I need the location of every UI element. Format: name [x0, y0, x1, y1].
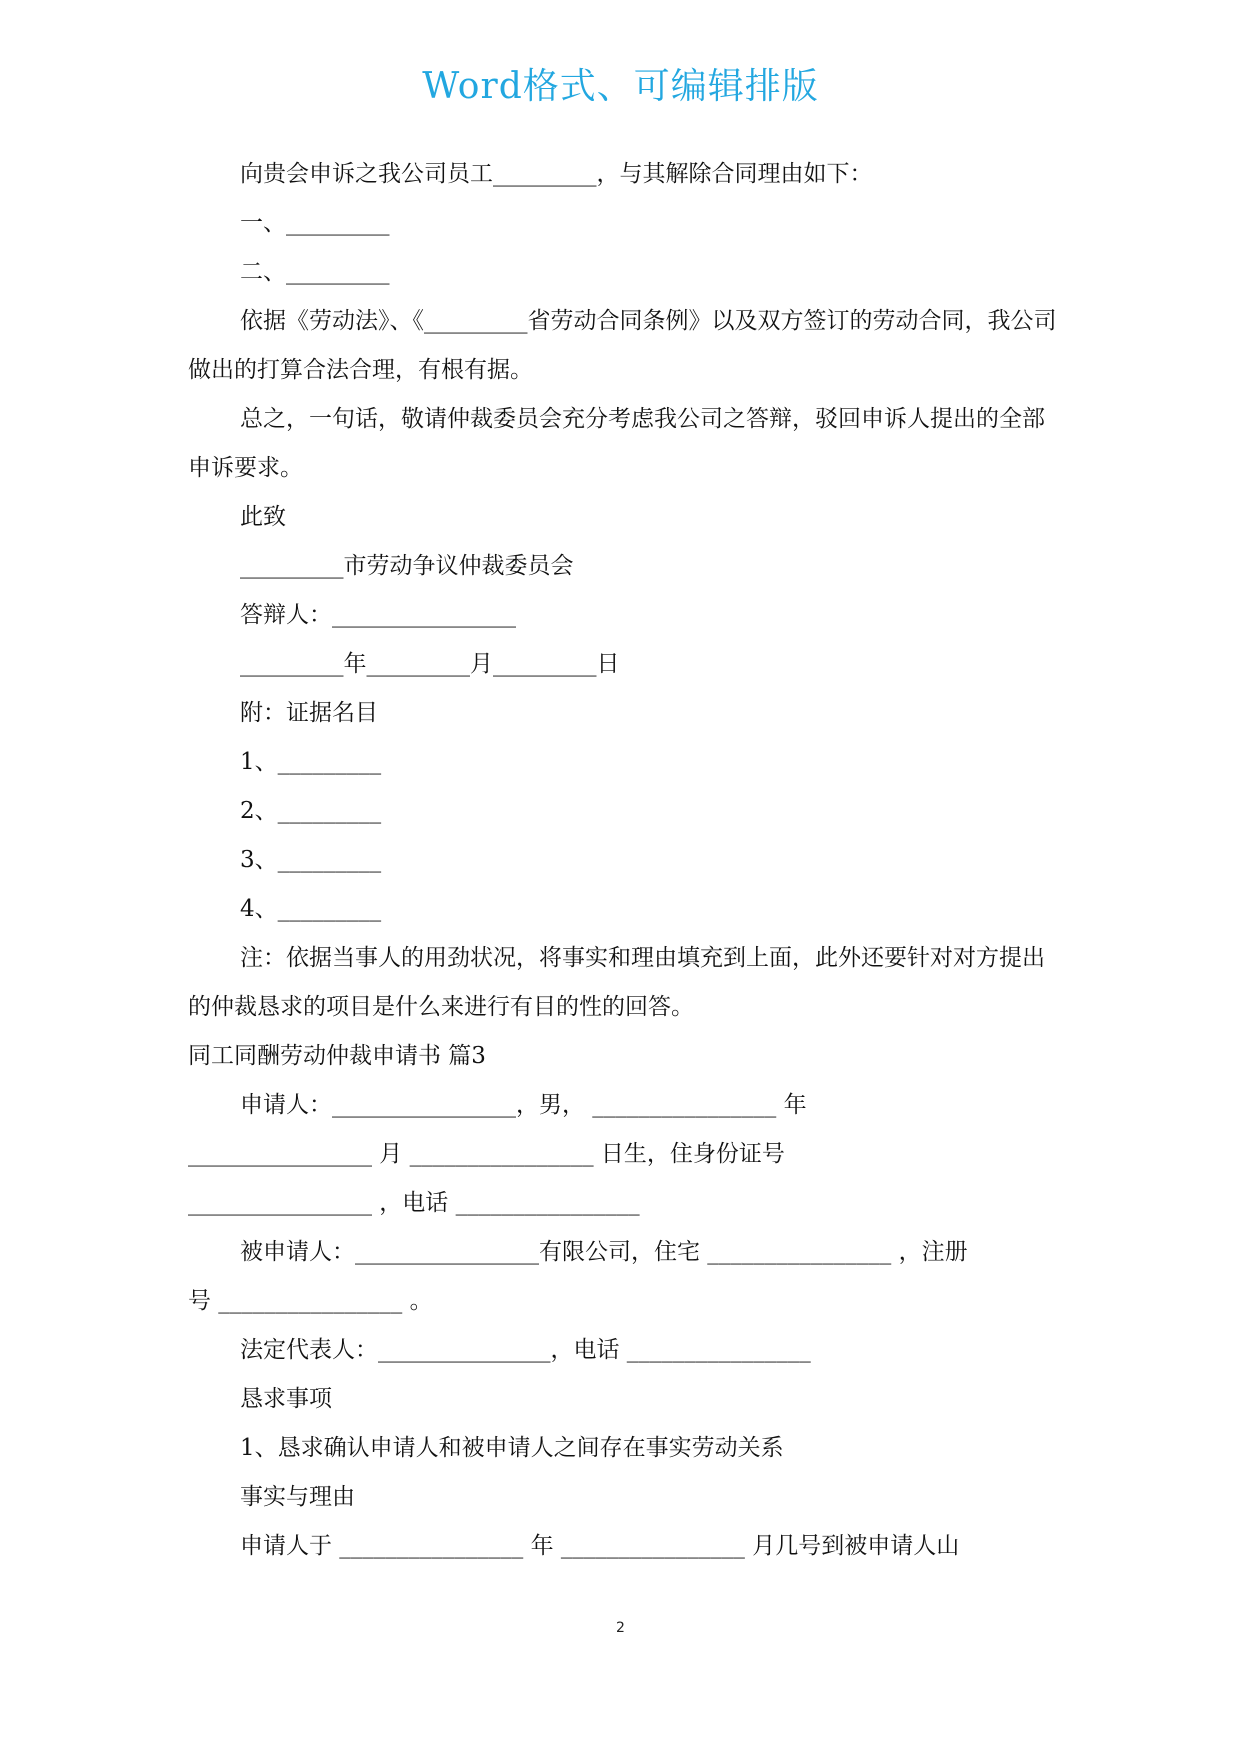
paragraph: 答辩人：________________ [240, 602, 516, 628]
paragraph: 一、_________ [240, 210, 390, 236]
document-body [188, 150, 1058, 1571]
paragraph: ________________ 月 ________________ 日生，住身份证号 [188, 1141, 785, 1167]
paragraph: 法定代表人：_______________，电话 ________________ [240, 1337, 811, 1363]
paragraph: 总之，一句话，敬请仲裁委员会充分考虑我公司之答辩，驳回申诉人提出的全部申诉要求。 [188, 406, 1045, 481]
list-item: 4、_________ [240, 896, 382, 922]
paragraph: 依据《劳动法》、《_________省劳动合同条例》以及双方签订的劳动合同，我公司做出的打算合法合理，有根有据。 [188, 308, 1057, 383]
paragraph: 申请人：________________，男， ________________ 年 [240, 1092, 807, 1118]
paragraph: 事实与理由 [240, 1484, 355, 1510]
paragraph: 此致 [240, 504, 286, 530]
paragraph: 恳求事项 [240, 1386, 332, 1412]
list-item: 2、_________ [240, 798, 382, 824]
paragraph: 注：依据当事人的用劲状况，将事实和理由填充到上面，此外还要针对对方提出的仲裁恳求的项目是什么来进行有目的性的回答。 [188, 945, 1045, 1020]
list-item: 1、_________ [240, 749, 382, 775]
paragraph: 号 ________________ 。 [188, 1288, 433, 1314]
document-header: Word格式、可编辑排版 [422, 66, 819, 107]
list-item: 3、_________ [240, 847, 382, 873]
page-number: 2 [616, 1620, 625, 1636]
paragraph: ________________ ，电话 ________________ [188, 1190, 640, 1216]
paragraph: 二、_________ [240, 259, 390, 285]
paragraph: _________市劳动争议仲裁委员会 [240, 553, 574, 579]
paragraph: 附：证据名目 [240, 700, 378, 726]
paragraph: 1、恳求确认申请人和被申请人之间存在事实劳动关系 [240, 1435, 784, 1461]
paragraph: 申请人于 ________________ 年 ________________ 月几号到被申请人山 [240, 1533, 960, 1559]
paragraph: 向贵会申诉之我公司员工_________，与其解除合同理由如下： [240, 161, 873, 187]
section-heading: 同工同酬劳动仲裁申请书 篇3 [188, 1043, 486, 1069]
paragraph: _________年_________月_________日 [240, 651, 620, 677]
paragraph: 被申请人：________________有限公司，住宅 ________________ ，注册 [240, 1239, 968, 1265]
